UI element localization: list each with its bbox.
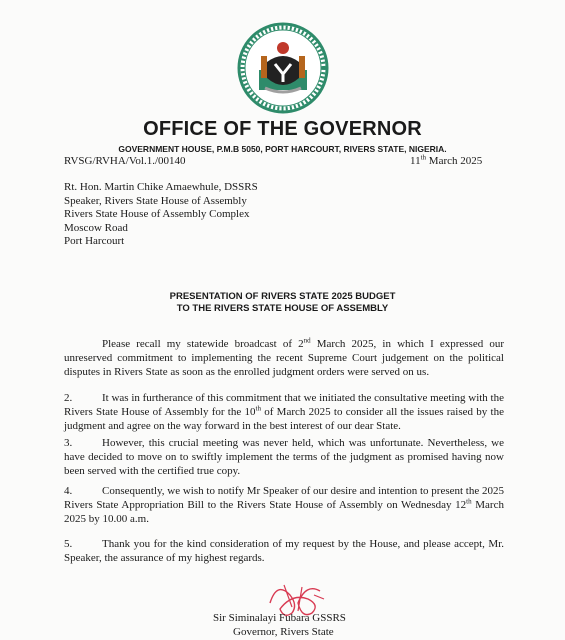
addressee-line: Rt. Hon. Martin Chike Amaewhule, DSSRS xyxy=(64,181,258,193)
addressee-line: Moscow Road xyxy=(64,221,128,234)
subject-line: TO THE RIVERS STATE HOUSE OF ASSEMBLY xyxy=(176,303,389,314)
signatory-title: Governor, Rivers State xyxy=(233,626,334,638)
paragraph-1: Please recall my statewide broadcast of 2nd March 2025, in which I expressed our unreserved commitment to implementing the recent Supreme Court judgement on the political disputes in Rivers State as soon as the enrolled judgment orders were served on us. xyxy=(64,336,504,378)
addressee-line: Port Harcourt xyxy=(64,235,125,247)
paragraph-4: 4. Consequently, we wish to notify Mr Speaker of our desire and intention to present the 2025 Rivers State Appropriation Bill to the Rivers State House of Assembly on Wednesday 12th March 2025 by 10.00 a.m. xyxy=(64,485,504,525)
paragraph-3: 3. However, this crucial meeting was never held, which was unfortunate. Nevertheless, we have decided to move on to swiftly implement the terms of the judgment as promised having now been served with the certified true copy. xyxy=(64,437,504,477)
paragraph-2: 2. It was in furtherance of this commitment that we initiated the consultative meeting with the Rivers State House of Assembly for the 10th of March 2025 to consider all the issues raised by the judgment and agree on the way forward in the best interest of our dear State. xyxy=(64,392,504,432)
office-address: GOVERNMENT HOUSE, P.M.B 5050, PORT HARCOURT, RIVERS STATE, NIGERIA. xyxy=(118,144,447,154)
addressee-line: Speaker, Rivers State House of Assembly xyxy=(64,194,247,207)
rivers-state-seal-logo xyxy=(237,22,329,114)
addressee-block xyxy=(64,181,258,249)
letter-date: 11th March 2025 xyxy=(410,153,483,167)
signatory-name: Sir Siminalayi Fubara GSSRS xyxy=(213,612,346,624)
reference-number: RVSG/RVHA/Vol.1./00140 xyxy=(64,155,186,167)
office-title: OFFICE OF THE GOVERNOR xyxy=(143,118,422,140)
subject-heading xyxy=(0,291,565,315)
subject-line: PRESENTATION OF RIVERS STATE 2025 BUDGET xyxy=(169,291,396,302)
addressee-line: Rivers State House of Assembly Complex xyxy=(64,208,250,220)
paragraph-5: 5. Thank you for the kind consideration of my request by the House, and please accept, Mr. Speaker, the assurance of my highest regards. xyxy=(64,538,504,564)
